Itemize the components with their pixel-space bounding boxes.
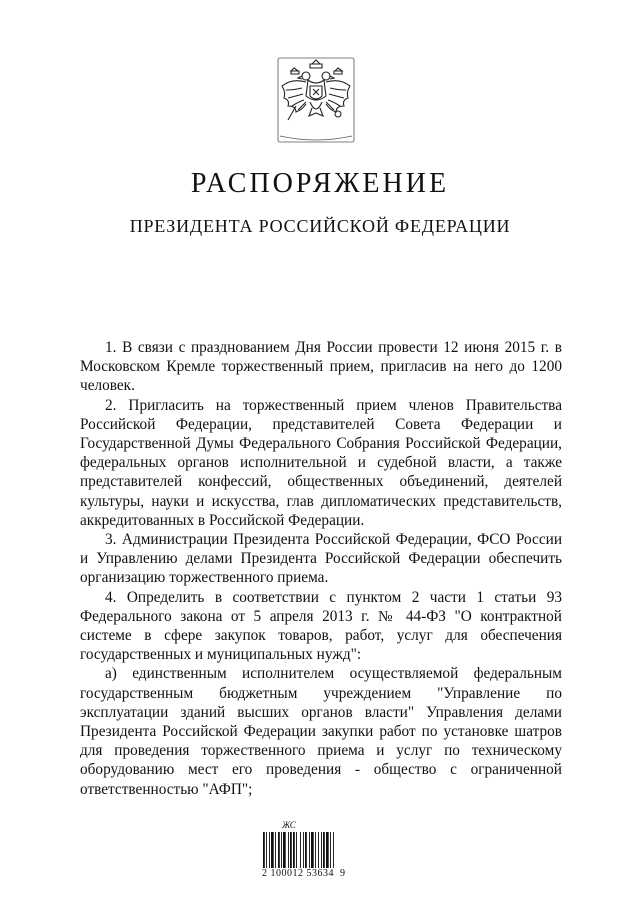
document-subtitle: ПРЕЗИДЕНТА РОССИЙСКОЙ ФЕДЕРАЦИИ [129, 216, 511, 236]
paragraph-1: 1. В связи с празднованием Дня России провести 12 июня 2015 г. в Московском Кремле торжественный прием, пригласив на него до 1200 человек. [80, 339, 562, 395]
paragraph-4: 4. Определить в соответствии с пунктом 2 части 1 статьи 93 Федерального закона от 5 апреля 2013 г. № 44-ФЗ "О контрактной системе в сфере закупок товаров, работ, услуг для обеспечения государственных и муниципальных нужд": [80, 588, 562, 664]
coat-of-arms-icon [276, 56, 356, 146]
paragraph-3: 3. Администрации Президента Российской Федерации, ФСО России и Управлению делами Президента Российской Федерации обеспечить организацию торжественного приема. [80, 531, 562, 587]
document-body [80, 338, 562, 799]
barcode-number: 2 100012 53634 9 [262, 868, 346, 879]
paragraph-2: 2. Пригласить на торжественный прием членов Правительства Российской Федерации, представителей Совета Федерации и Государственной Думы Федерального Собрания Российской Федерации, федеральных органов исполнительной и судебной власти, а также представителей конфессий, общественных объединений, деятелей культуры, науки и искусства, глав дипломатических представительств, аккредитованных в Российской Федерации. [80, 396, 562, 529]
paragraph-4a: а) единственным исполнителем осуществляемой федеральным государственным бюджетным учреждением "Управление по эксплуатации зданий высших органов власти" Управления делами Президента Российской Федерации закупки работ по установке шатров для проведения торжественного приема и услуг по техническому оборудованию мест его проведения - общество с ограниченной ответственностью "АФП"; [80, 665, 562, 798]
handwritten-mark: ЖС [282, 820, 296, 830]
document-title: РАСПОРЯЖЕНИЕ [190, 168, 450, 199]
barcode-icon [262, 832, 360, 868]
